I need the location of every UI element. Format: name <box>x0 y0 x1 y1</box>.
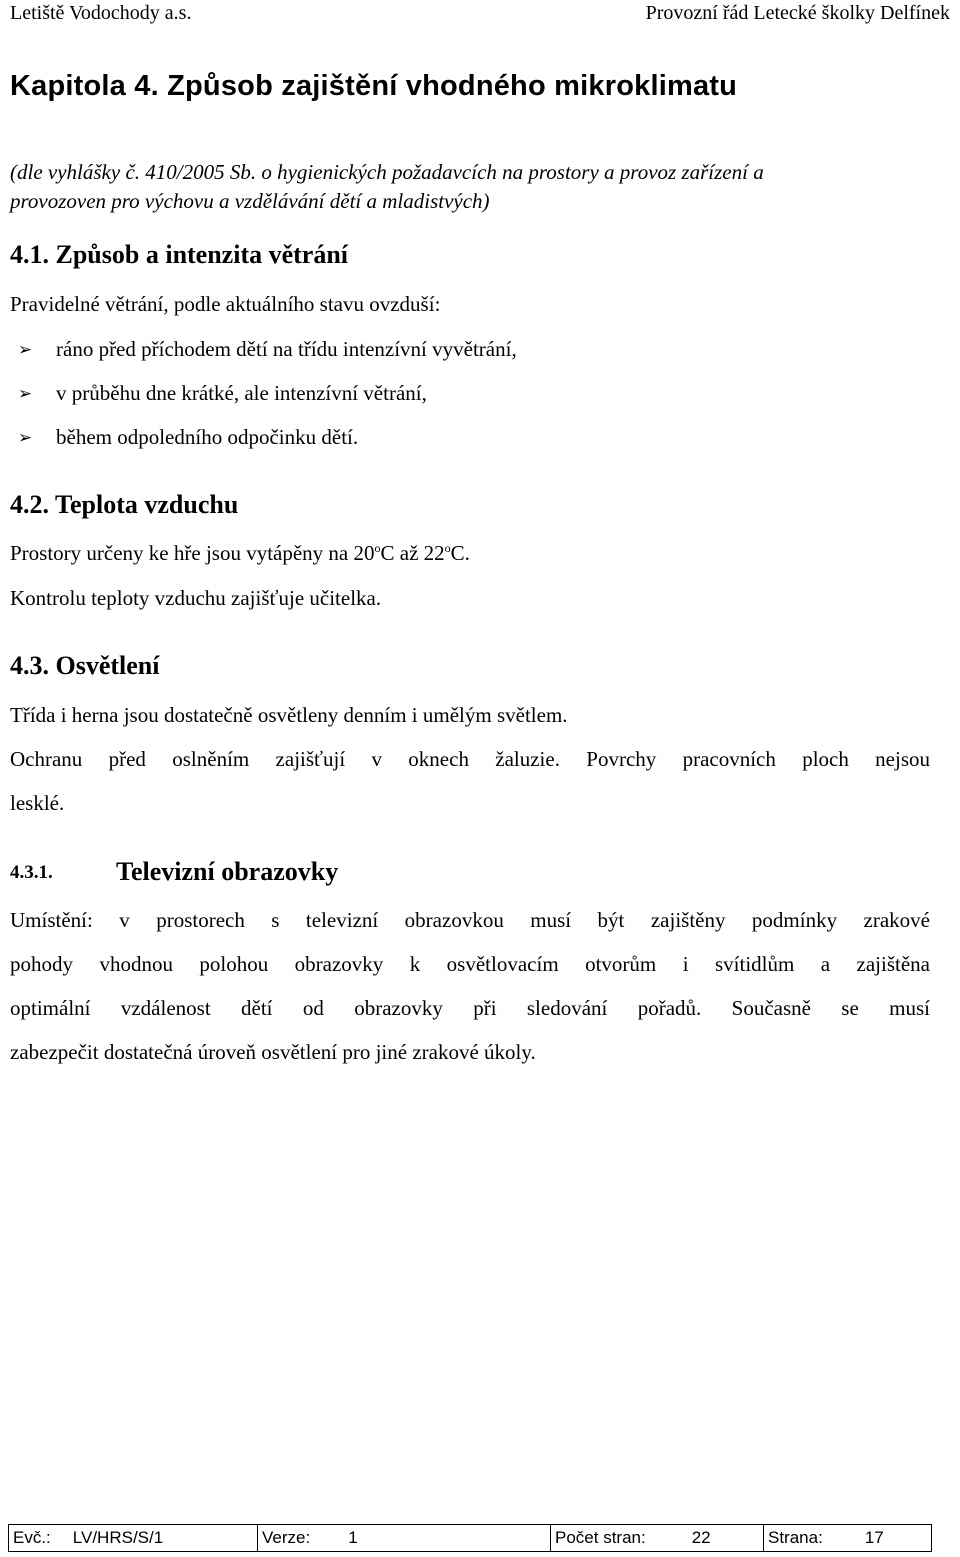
footer-evc-label: Evč.: <box>13 1528 51 1547</box>
section-4-3-title: 4.3. Osvětlení <box>10 651 160 680</box>
page-header <box>10 0 950 30</box>
section-4-3-1-number: 4.3.1. <box>10 862 53 883</box>
footer-strana-value: 17 <box>864 1528 884 1547</box>
footer-strana-cell <box>764 1525 932 1552</box>
section-4-1-intro: Pravidelné větrání, podle aktuálního stavu ovzduší: <box>10 292 441 316</box>
chapter-note-line-2: provozoven pro výchovu a vzdělávání dětí a mladistvých) <box>10 189 490 213</box>
section-4-2-title: 4.2. Teplota vzduchu <box>10 490 239 519</box>
section-4-3-1-title: Televizní obrazovky <box>116 857 339 886</box>
arrow-bullet-icon: ➢ <box>18 384 33 403</box>
footer-strana-label: Strana: <box>768 1528 823 1547</box>
footer-verze-value: 1 <box>348 1528 358 1547</box>
paragraph-line: optimální vzdálenost dětí od obrazovky při sledování pořadů. Současně se musí <box>10 996 930 1020</box>
arrow-bullet-icon: ➢ <box>18 428 33 447</box>
list-item-text: během odpoledního odpočinku dětí. <box>56 425 359 449</box>
footer-pocet-value: 22 <box>691 1528 711 1547</box>
arrow-bullet-icon: ➢ <box>18 340 33 359</box>
chapter-note-line-1: (dle vyhlášky č. 410/2005 Sb. o hygienických požadavcích na prostory a provoz zařízení a <box>10 160 764 184</box>
paragraph-line: zabezpečit dostatečná úroveň osvětlení pro jiné zrakové úkoly. <box>10 1040 536 1064</box>
header-company: Letiště Vodochody a.s. <box>10 2 192 24</box>
section-4-1-title: 4.1. Způsob a intenzita větrání <box>10 240 349 269</box>
paragraph-line: Umístění: v prostorech s televizní obrazovkou musí být zajištěny podmínky zrakové <box>10 908 930 932</box>
section-4-2-line-1: Prostory určeny ke hře jsou vytápěny na 20$^o$C až 22$^o$C. <box>10 541 470 565</box>
footer-pocet-cell <box>551 1525 764 1552</box>
footer-table <box>8 1524 932 1552</box>
list-item <box>18 381 427 406</box>
footer-verze-label: Verze: <box>262 1528 311 1547</box>
list-item <box>18 425 358 450</box>
chapter-title: Kapitola 4. Způsob zajištění vhodného mikroklimatu <box>10 70 738 102</box>
footer-verze-cell <box>258 1525 551 1552</box>
section-4-3-line-1: Třída i herna jsou dostatečně osvětleny denním i umělým světlem. <box>10 703 568 727</box>
section-4-2-line-2: Kontrolu teploty vzduchu zajišťuje učitelka. <box>10 586 382 610</box>
footer-pocet-label: Počet stran: <box>555 1528 646 1547</box>
paragraph-line: pohody vhodnou polohou obrazovky k osvětlovacím otvorům i svítidlům a zajištěna <box>10 952 930 976</box>
section-4-3-line-3: lesklé. <box>10 791 65 815</box>
footer-evc-cell <box>9 1525 258 1552</box>
list-item-text: v průběhu dne krátké, ale intenzívní větrání, <box>56 381 427 405</box>
list-item-text: ráno před příchodem dětí na třídu intenzívní vyvětrání, <box>56 337 517 361</box>
footer-evc-value: LV/HRS/S/1 <box>72 1528 164 1547</box>
header-document-title: Provozní řád Letecké školky Delfínek <box>645 2 950 24</box>
section-4-3-line-2: Ochranu před oslněním zajišťují v oknech žaluzie. Povrchy pracovních ploch nejsou <box>10 747 930 771</box>
list-item <box>18 337 517 362</box>
